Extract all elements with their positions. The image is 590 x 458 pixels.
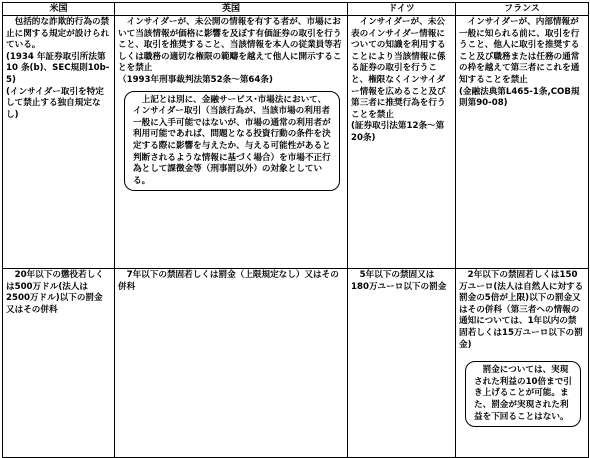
us-ref-text: (1934 年証券取引所法第 10 条(b)、SEC規則10b-5) bbox=[6, 51, 110, 85]
de-ref-text: (証券取引法第12条〜第20条) bbox=[351, 121, 445, 143]
fr-ref-text: (金融法典第L465-1条,COB規則第90-08) bbox=[459, 86, 580, 109]
table-row bbox=[3, 16, 589, 269]
cell-de-prohibition bbox=[348, 16, 456, 269]
cell-uk-penalty bbox=[115, 269, 348, 458]
de-penalty-text: 5年以下の禁固又は180万ユーロ以下の罰金 bbox=[351, 270, 447, 292]
header-fr: フランス bbox=[456, 3, 589, 16]
us-penalty-text: 20年以下の懲役若しくは500万ドル(法人は2500万ドル)以下の罰金又はその併科 bbox=[6, 270, 104, 315]
fr-note-text: 罰金については、実現された利益の10倍まで引き上げることが可能。また、罰金が実現された利益を下回ることはない。 bbox=[474, 365, 572, 422]
de-main-text: インサイダーが、未公表のインサイダー情報についての知識を利用することにより当該情報に係る証券の取引を行うこと、権限なくインサイダー情報を広めること及び第三者に推奨行為を行うことを禁止 bbox=[351, 17, 446, 120]
uk-ref-text: （1993年刑事裁判法第52条〜第64条) bbox=[118, 74, 273, 85]
uk-main-text: インサイダーが、未公開の情報を有する者が、市場において当該情報が価格に影響を及ぼす有価証券の取引を行うこと、取引を推奨すること、当該情報を本人の従業員等若しくは職務の適切な権限の範疇を越えて他人に開示することを禁止 bbox=[118, 17, 342, 74]
us-main-text: 包括的な詐欺的行為の禁止に関する規定が設けられている。 bbox=[6, 17, 110, 51]
us-note-text: (インサイダー取引を特定して禁止する独自規定なし) bbox=[6, 86, 104, 120]
cell-de-penalty bbox=[348, 269, 456, 458]
cell-us-prohibition bbox=[3, 16, 115, 269]
cell-fr-penalty bbox=[456, 269, 589, 458]
uk-note-box bbox=[124, 91, 340, 192]
fr-note-box bbox=[465, 361, 581, 427]
fr-penalty-text: 2年以下の禁固若しくは150万ユーロ(法人は自然人に対する罰金の5倍が上限)以下の罰金又はその併科（第三者への情報の通知については、1年以内の禁固若しくは15万ユーロ以下の罰金) bbox=[459, 270, 584, 350]
cell-fr-prohibition bbox=[456, 16, 589, 269]
uk-note-text: 上記とは別に、金融サービス･市場法において、インサイダー取引（当該行為が、当該市場の利用者一般に入手可能ではないが、市場の通常の利用者が利用可能であれば、問題となる投資行動の条件を決定する際に影響を与えたか、与える可能性があると判断されるような情報に基づく場合）を市場不正行為として課徴金等（刑事罰以外）の対象としている。 bbox=[133, 94, 331, 186]
fr-main-text: インサイダーが、内部情報が一般に知られる前に、取引を行うこと、他人に取引を推奨すること及び職務または任務の通常の枠を越えて第三者にこれを通知することを禁止 bbox=[459, 17, 580, 85]
table-row bbox=[3, 269, 589, 458]
cell-uk-prohibition bbox=[115, 16, 348, 269]
cell-us-penalty bbox=[3, 269, 115, 458]
header-uk: 英国 bbox=[115, 3, 348, 16]
header-de: ドイツ bbox=[348, 3, 456, 16]
uk-penalty-text: 7年以下の禁固若しくは罰金（上限規定なし）又はその併科 bbox=[118, 270, 339, 292]
comparison-table bbox=[2, 2, 589, 458]
header-us: 米国 bbox=[3, 3, 115, 16]
header-row bbox=[3, 3, 589, 16]
